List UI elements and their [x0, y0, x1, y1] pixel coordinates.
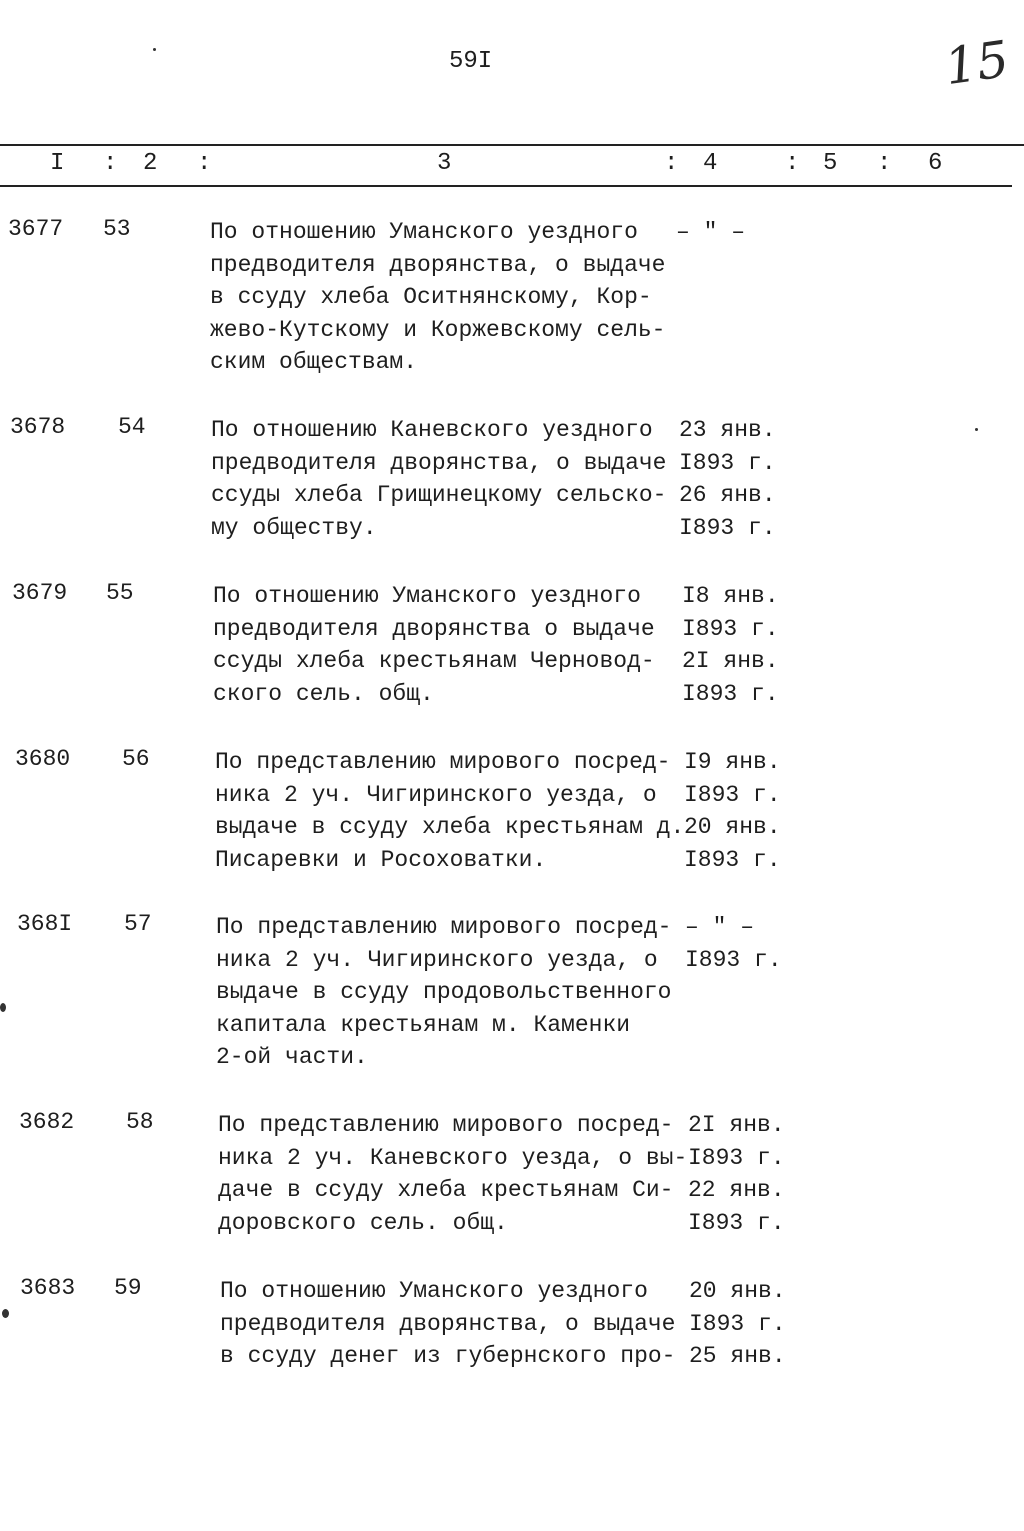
row-sheet-number: 57	[124, 911, 152, 937]
date-line: I893 г.	[679, 514, 776, 541]
row-dates	[688, 1109, 785, 1239]
row-description	[210, 216, 665, 379]
description-line: му обществу.	[211, 514, 377, 541]
header-separator: :	[103, 150, 118, 177]
date-line: 26 янв.	[679, 482, 776, 508]
description-line: в ссуду хлеба Оситнянскому, Кор-	[210, 284, 652, 310]
date-line: I893 г.	[682, 615, 779, 642]
description-line: выдаче в ссуду хлеба крестьянам д.	[215, 814, 685, 840]
row-sheet-number: 58	[126, 1109, 154, 1135]
description-line: капитала крестьянам м. Каменки	[216, 1011, 631, 1038]
row-description	[213, 580, 655, 710]
row-item-number: 3678	[10, 414, 66, 440]
description-line: ника 2 уч. Каневского уезда, о вы-	[218, 1144, 688, 1171]
row-dates	[684, 746, 781, 876]
date-line: I8 янв.	[682, 583, 779, 609]
header-separator: :	[877, 150, 892, 177]
date-line: I893 г.	[689, 1310, 786, 1337]
date-line: I893 г.	[679, 449, 776, 476]
handwritten-sheet-number: 15	[941, 29, 1013, 97]
row-sheet-number: 59	[114, 1275, 142, 1301]
date-line: I893 г.	[684, 781, 781, 808]
date-line: 22 янв.	[688, 1177, 785, 1203]
description-line: предводителя дворянства о выдаче	[213, 615, 655, 642]
header-col-3: 3	[437, 150, 452, 177]
header-col-5: 5	[823, 150, 838, 177]
date-line: I9 янв.	[684, 749, 781, 775]
description-line: По отношению Уманского уездного	[210, 219, 638, 245]
description-line: ника 2 уч. Чигиринского уезда, о	[216, 946, 658, 973]
description-line: ского сель. общ.	[213, 680, 434, 707]
description-line: ссуды хлеба Грищинецкому сельско-	[211, 482, 667, 508]
date-line: I893 г.	[682, 680, 779, 707]
description-line: предводителя дворянства, о выдаче	[211, 449, 667, 476]
row-dates	[682, 580, 779, 710]
description-line: По отношению Уманского уездного	[220, 1278, 648, 1304]
date-line: 25 янв.	[689, 1343, 786, 1369]
row-dates	[676, 216, 745, 249]
row-sheet-number: 55	[106, 580, 134, 606]
row-description	[220, 1275, 675, 1373]
header-col-1: I	[50, 150, 65, 177]
row-item-number: 3677	[8, 216, 64, 242]
scan-speck	[2, 1309, 9, 1318]
row-sheet-number: 56	[122, 746, 150, 772]
description-line: предводителя дворянства, о выдаче	[220, 1310, 676, 1337]
row-dates	[679, 414, 776, 544]
row-description	[215, 746, 684, 876]
scan-speck	[975, 428, 978, 431]
date-line: 20 янв.	[684, 814, 781, 840]
header-col-2: 2	[143, 150, 158, 177]
header-col-6: 6	[928, 150, 943, 177]
date-line: 2I янв.	[688, 1112, 785, 1138]
row-item-number: 3679	[12, 580, 68, 606]
description-line: предводителя дворянства, о выдаче	[210, 251, 666, 278]
table-header-rule	[0, 185, 1012, 187]
row-sheet-number: 54	[118, 414, 146, 440]
row-dates	[689, 1275, 786, 1373]
row-item-number: 3680	[15, 746, 71, 772]
description-line: ника 2 уч. Чигиринского уезда, о	[215, 781, 657, 808]
description-line: выдаче в ссуду продовольственного	[216, 979, 672, 1005]
description-line: ским обществам.	[210, 349, 418, 375]
row-item-number: 368I	[17, 911, 73, 937]
row-dates	[685, 911, 782, 976]
row-description	[216, 911, 671, 1074]
description-line: По представлению мирового посред-	[215, 749, 671, 775]
date-line: – " –	[676, 219, 746, 245]
row-sheet-number: 53	[103, 216, 131, 242]
scan-speck	[153, 48, 156, 51]
description-line: 2-ой части.	[216, 1044, 368, 1070]
description-line: доровского сель. общ.	[218, 1209, 508, 1236]
date-line: 2I янв.	[682, 648, 779, 674]
header-separator: :	[785, 150, 800, 177]
table-top-rule	[0, 144, 1024, 146]
description-line: Писаревки и Росоховатки.	[215, 846, 547, 873]
date-line: 20 янв.	[689, 1278, 786, 1304]
description-line: По отношению Каневского уездного	[211, 417, 653, 443]
header-separator: :	[197, 150, 212, 177]
row-item-number: 3683	[20, 1275, 76, 1301]
page-number: 59I	[449, 48, 493, 75]
description-line: даче в ссуду хлеба крестьянам Си-	[218, 1177, 674, 1203]
date-line: – " –	[685, 914, 755, 940]
description-line: жево-Кутскому и Коржевскому сель-	[210, 316, 666, 343]
description-line: По отношению Уманского уездного	[213, 583, 641, 609]
row-item-number: 3682	[19, 1109, 75, 1135]
row-description	[218, 1109, 687, 1239]
description-line: По представлению мирового посред-	[216, 914, 672, 940]
scan-speck	[0, 1003, 6, 1012]
date-line: I893 г.	[684, 846, 781, 873]
row-description	[211, 414, 666, 544]
date-line: I893 г.	[685, 946, 782, 973]
date-line: 23 янв.	[679, 417, 776, 443]
date-line: I893 г.	[688, 1144, 785, 1171]
description-line: в ссуду денег из губернского про-	[220, 1343, 676, 1369]
description-line: По представлению мирового посред-	[218, 1112, 674, 1138]
description-line: ссуды хлеба крестьянам Черновод-	[213, 648, 655, 674]
header-col-4: 4	[703, 150, 718, 177]
header-separator: :	[664, 150, 679, 177]
date-line: I893 г.	[688, 1209, 785, 1236]
